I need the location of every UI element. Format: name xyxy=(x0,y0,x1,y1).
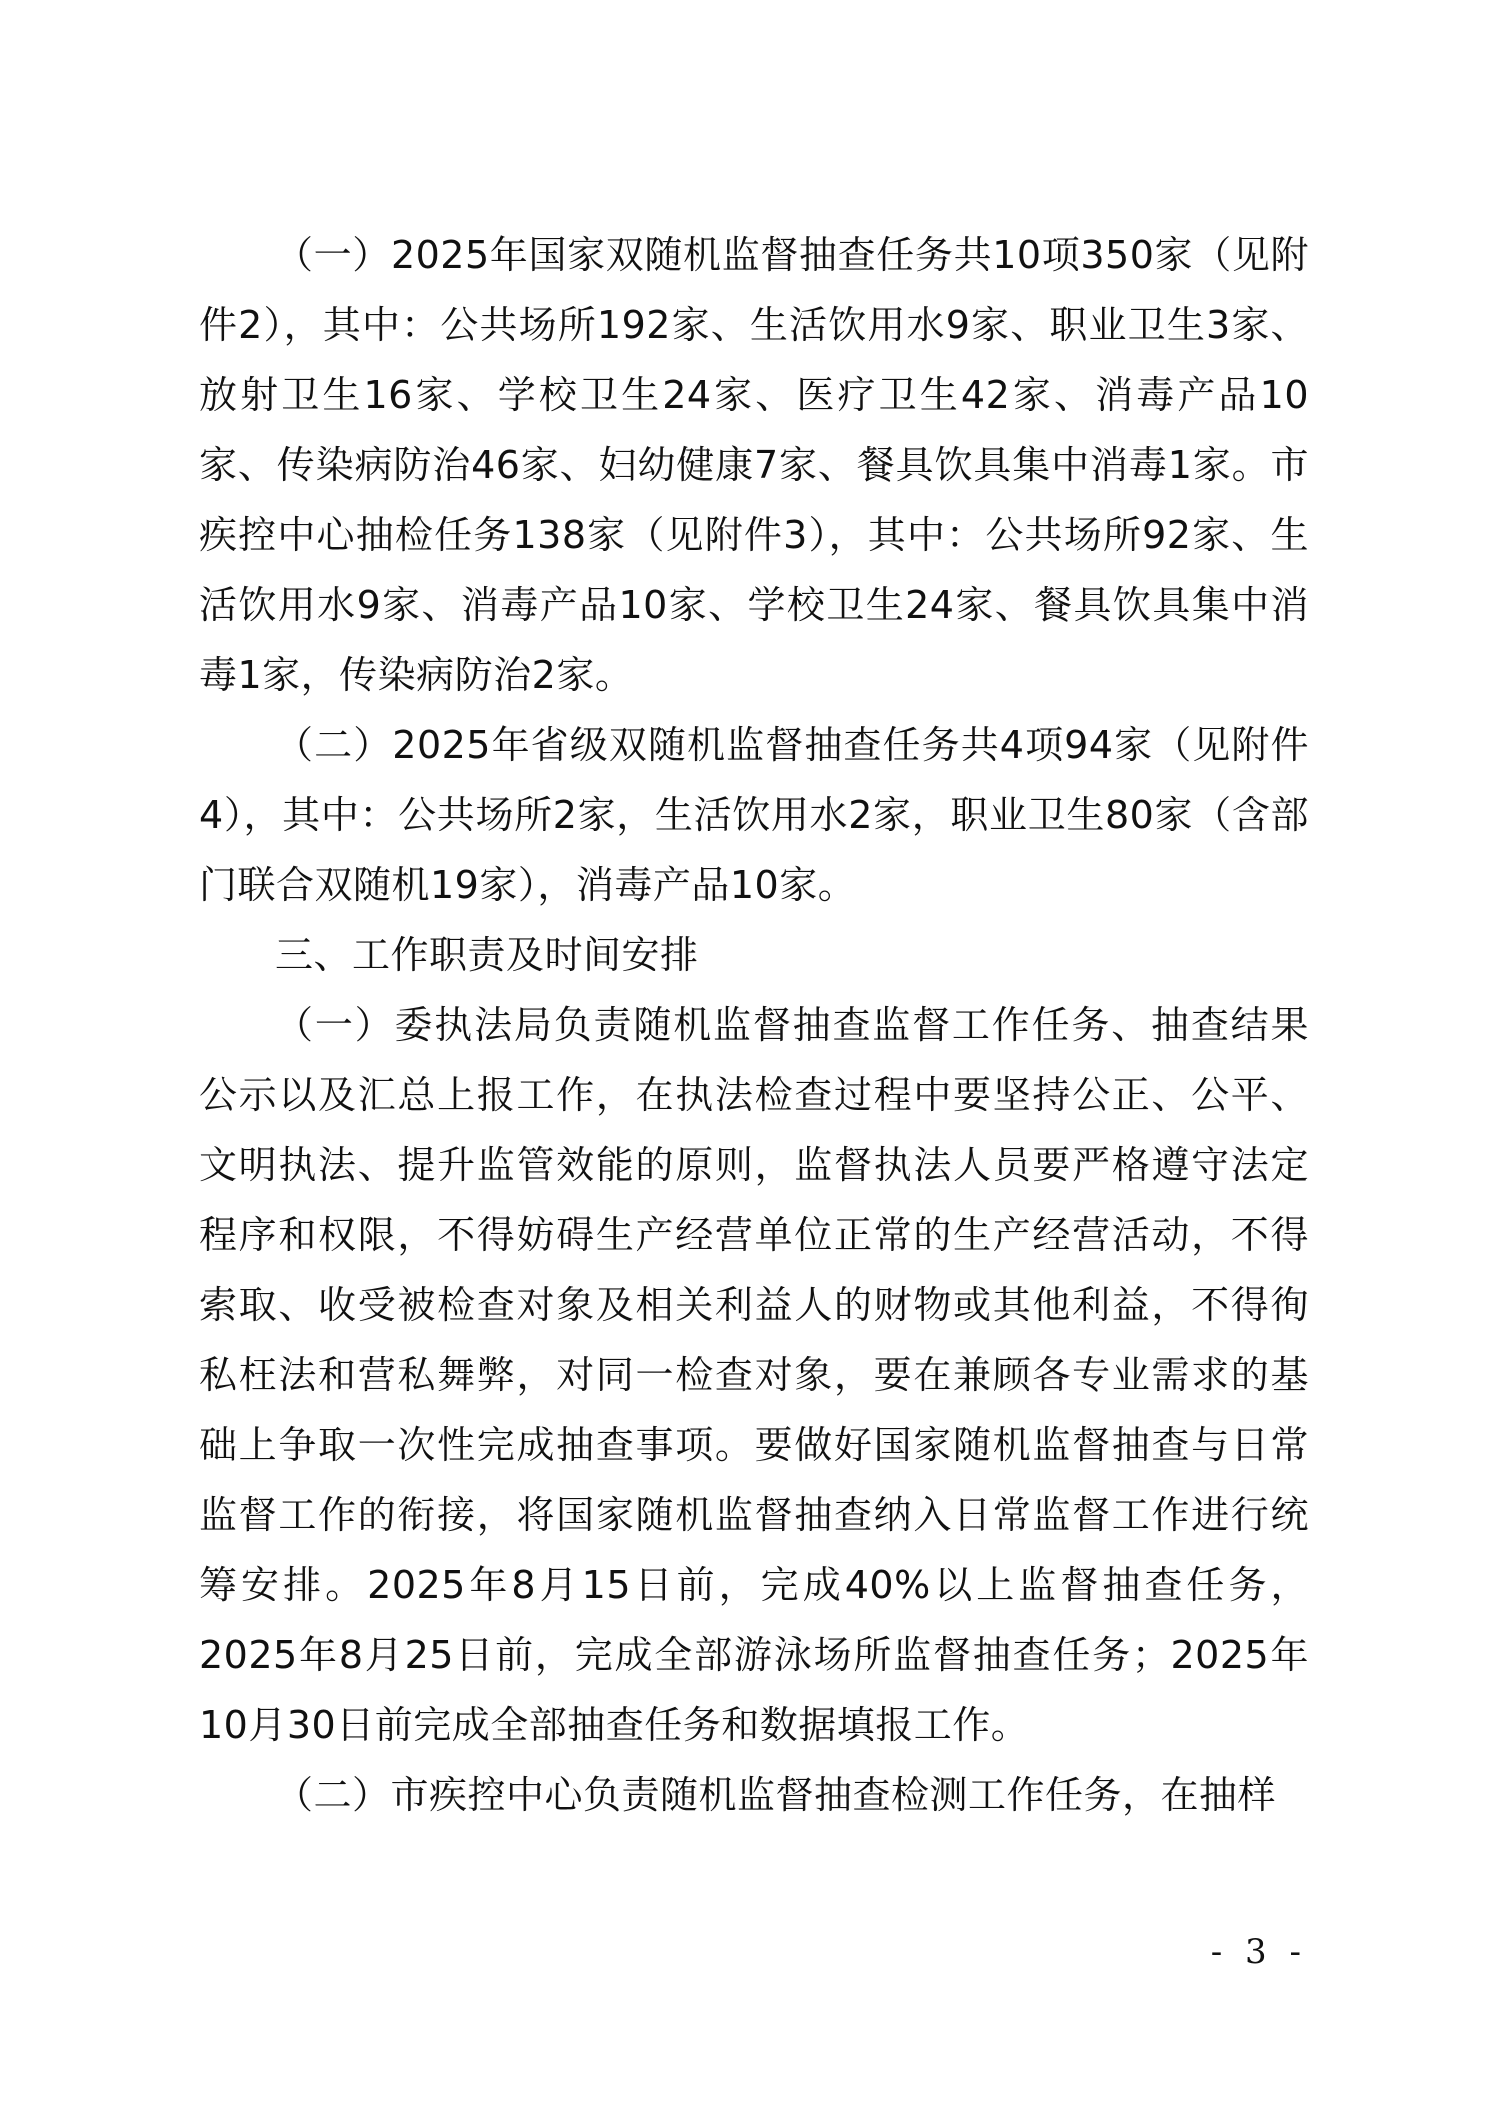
document-body xyxy=(199,220,1309,1830)
paragraph-national-tasks: （一）2025年国家双随机监督抽查任务共10项350家（见附件2），其中：公共场所192家、生活饮用水9家、职业卫生3家、放射卫生16家、学校卫生24家、医疗卫生42家、消毒产品10家、传染病防治46家、妇幼健康7家、餐具饮具集中消毒1家。市疾控中心抽检任务138家（见附件3），其中：公共场所92家、生活饮用水9家、消毒产品10家、学校卫生24家、餐具饮具集中消毒1家，传染病防治2家。 xyxy=(199,233,1309,697)
page-number: - 3 - xyxy=(1210,1932,1307,1972)
paragraph-provincial-tasks: （二）2025年省级双随机监督抽查任务共4项94家（见附件4），其中：公共场所2家，生活饮用水2家，职业卫生80家（含部门联合双随机19家），消毒产品10家。 xyxy=(199,723,1309,907)
section-heading: 三、工作职责及时间安排 xyxy=(275,933,699,977)
paragraph-enforcement-duties: （一）委执法局负责随机监督抽查监督工作任务、抽查结果公示以及汇总上报工作，在执法检查过程中要坚持公正、公平、文明执法、提升监管效能的原则，监督执法人员要严格遵守法定程序和权限，不得妨碍生产经营单位正常的生产经营活动，不得索取、收受被检查对象及相关利益人的财物或其他利益，不得徇私枉法和营私舞弊，对同一检查对象，要在兼顾各专业需求的基础上争取一次性完成抽查事项。要做好国家随机监督抽查与日常监督工作的衔接，将国家随机监督抽查纳入日常监督工作进行统筹安排。2025年8月15日前，完成40%以上监督抽查任务，2025年8月25日前，完成全部游泳场所监督抽查任务；2025年10月30日前完成全部抽查任务和数据填报工作。 xyxy=(199,1003,1309,1747)
paragraph-cdc-duties: （二）市疾控中心负责随机监督抽查检测工作任务，在抽样 xyxy=(275,1773,1277,1817)
